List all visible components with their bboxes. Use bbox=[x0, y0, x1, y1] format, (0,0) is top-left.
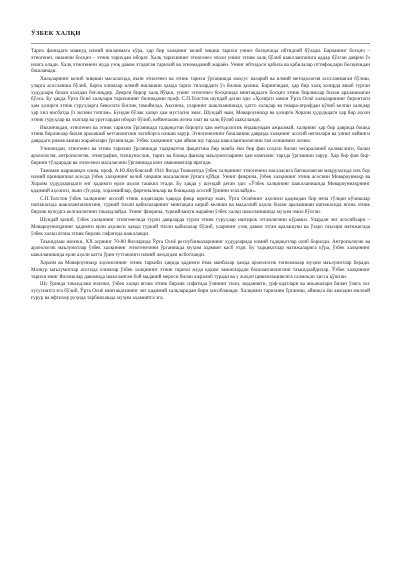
paragraph: Шундай қилиб, ўзбек халқининг этногенезида турли даврларда турли этник гуруҳлар иштирок этганлигини кўрамиз. Улардан энг асосийлари – Мовароуннаҳрнинг қадимги ерли аҳолиси ҳамда туркий тилли қабилалар бўлиб, уларнинг узоқ давом этган аралашуви ва ўзаро таъсири натижасида ўзбек халқи ягона этник бирлик сифатида шаклланди. bbox=[31, 217, 370, 237]
paragraph: Халқларнинг келиб чиқиши масаласида, яъни этногенез ва этник тарихи ўрганишда маҳсус назарий ва илмий методология асосланмаган бўлиш, уларга асосланиш бўлиб, барча олимлар илмий ишлашни ҳамда тарих тиллардаги ўз билиш қилиш. Биринчидан, ҳар бир халқ хозирда яшаб турган худудлари билан азалдан боғлиқдир. Деярли бирор халқ йўқки, унинг этногенез босқичида минтақадаги босқич этник бирликлар билан аралашмаган бўлса. Бу ҳақда Ўрта Осиё халқлари тарихининг билимдони проф. С.П.Толстов шундай деган эди: «Ҳозирги замон Ўрта Осиё халқларининг биронтаси ҳам ҳозирги этник гуруҳларга бевосита боғлиқ тамойилда. Аксинча, уларнинг шаклланишида, ҳатто халқлар ва тевара-атрофдан кўчиб келган халқлар ҳар хил нисбатда ўз эксини топган». Бундан бўлак халқи ҳам мустасно эмас. Шундай экан, Мовароуннаҳр ва ҳозирги Хоразм ҳудудидаги ҳар бир аҳоли этник гуруҳлар ва элатлар ва уруғлардан иборат бўлиб, кейинчалик ягона элат ва халқ бўлиб шаклланди. bbox=[31, 76, 370, 123]
paragraph: Таъкидлаш жоизки, XX асрнинг 70-80 йилларида Ўрта Осиё республикаларининг худудларида илмий тадқиқотлар олиб борилди. Антропологик ва археологик маълумотлар ўзбек халқининг этногенезини ўрганишда муҳим аҳамият касб этди. Бу тадқиқотлар натижаларига кўра, ўзбек халқининг шаклланишида ерли аҳоли катта ўрин тутганлиги илмий жиҳатдан исботланди. bbox=[31, 238, 370, 259]
paragraph: Хоразм ва Мовароуннаҳр аҳолисининг этник таркиби ҳақида қадимги ёзма манбалар ҳамда археологик топилмалар муҳим маълумотлар беради. Мазкур маълумотлар асосида олимлар ўзбек халқининг этник тарихи жуда қадим замонлардан бошланганлигини таъкидлайдилар. Ўзбек халқининг тарихи минг йилликлар давомида шаклланган бой маданий мероси билан ажралиб туради ва у жаҳон цивилизациясига салмоқли ҳисса қўшган. bbox=[31, 260, 370, 280]
paragraph: Шу ўринда таъкидлаш жоизки, ўзбек халқи ягона этник бирлик сифатида ўзининг тили, маданияти, урф-одатлари ва анъаналари билан ўзига хос хусусиятга эга бўлиб, Ўрта Осиё минтақасининг энг қадимий халқларидан бири ҳисобланади. Халқимиз тарихини ўрганиш, айниқса ёш авлодни миллий ғурур ва ифтихор руҳида тарбиялашда муҳим аҳамиятга эга. bbox=[31, 281, 370, 301]
paragraph: Учинчидан, этногенез ва этник тарихни ўрганишда тадқиқотчи фақатгина бир манба ёки бир фан соҳаси билан чегараланиб қолмаслиги, балки археология, антропология, этнография, тилшунослик, тарих ва бошқа фанлар маълумотларини ҳам комплекс тарзда ўрганиши зарур. Ҳар бир фан бир-бирини тўлдиради ва этногенез масаласини ўрганишда кенг имкониятлар яратади. bbox=[31, 146, 370, 166]
body-text bbox=[31, 48, 370, 302]
paragraph: Тарих фанидаги мавжуд илмий ишланмага кўра, ҳар бир халқнинг келиб чиқиш тарихи унинг босқичида ибтидоий бўлади. Барчанинг босқич – этногенез, иккинчи босқич – этник тарихдан иборат. Халқ тарихининг этногенез эпохи унинг этник халқ бўлиб шаклланганига қадар бўлган даврни ўз ичига олади. Халқ этногенези жуда узоқ давом этадиган тарихий ва этномаданий жараён. Унинг ибтидоси қабила ва қабилалар иттифоқлари босқичидан бошланади. bbox=[31, 48, 370, 75]
paragraph: Иккинчидан, этногенез ва этник тарихни ўрганишда тадқиқотчи бирорта ҳам методологик ёндашувдан ажралмай, халқнинг ҳар бир даврида бошқа этник бирликлар билан аралашиб кетганлигини эътиборга олиши зарур. Этногенезнинг бошланиш даврида халқнинг асосий негизлари ва унинг кейинги даврдаги ривожланиш жараёнлари ўрганилади. Узбек халқининг ҳам айнан шу тарзда шаклланганлигини тан олишимиз лозим. bbox=[31, 124, 370, 145]
header-divider bbox=[31, 43, 370, 44]
paragraph: С.П.Толстов ўзбек халқининг асосий этник илдизлари ҳақида фикр юритар экан, Ўрта Осиёнинг аҳолиси қадимдан бир неча тўлқин кўчишлар натижасида шаклланганлигини, туркий тилли қабилаларнинг минтақага кириб келиши ва маҳаллий аҳоли билан аралашиши натижасида ягона этник бирлик вужудга келганлигини таъкидлайди. Унинг фикрича, туркийлашув жараёни ўзбек халқи шаклланишида муҳим омил бўлган. bbox=[31, 195, 370, 216]
running-header: ЎЗБЕК ХАЛҚИ bbox=[31, 30, 81, 37]
paragraph: Тамоман шаршанқоз олим, проф. А.Ю.Якубовский 1941 йилда Тошкентда ўзбек халқининг этногенези масаласига бағишланган маърузасида илк бор илмий принципиал асосда ўзбек халқининг келиб чиқиши масаласини ўртага қўйди. Унинг фикрича, ўзбек халқининг этник асосини Мовароуннаҳр ва Хоразм ҳудудларидаги энг қадимги ерли аҳоли ташкил этади. Бу ҳақда у шундай деган эди: «Ўзбек халқининг шаклланишида Мовароуннаҳрнинг қадимий аҳолиси, яъни сўғдлар, хоразмийлар, фарғоналиклар ва бошқалар асосий ўринни эгаллайди». bbox=[31, 167, 370, 194]
